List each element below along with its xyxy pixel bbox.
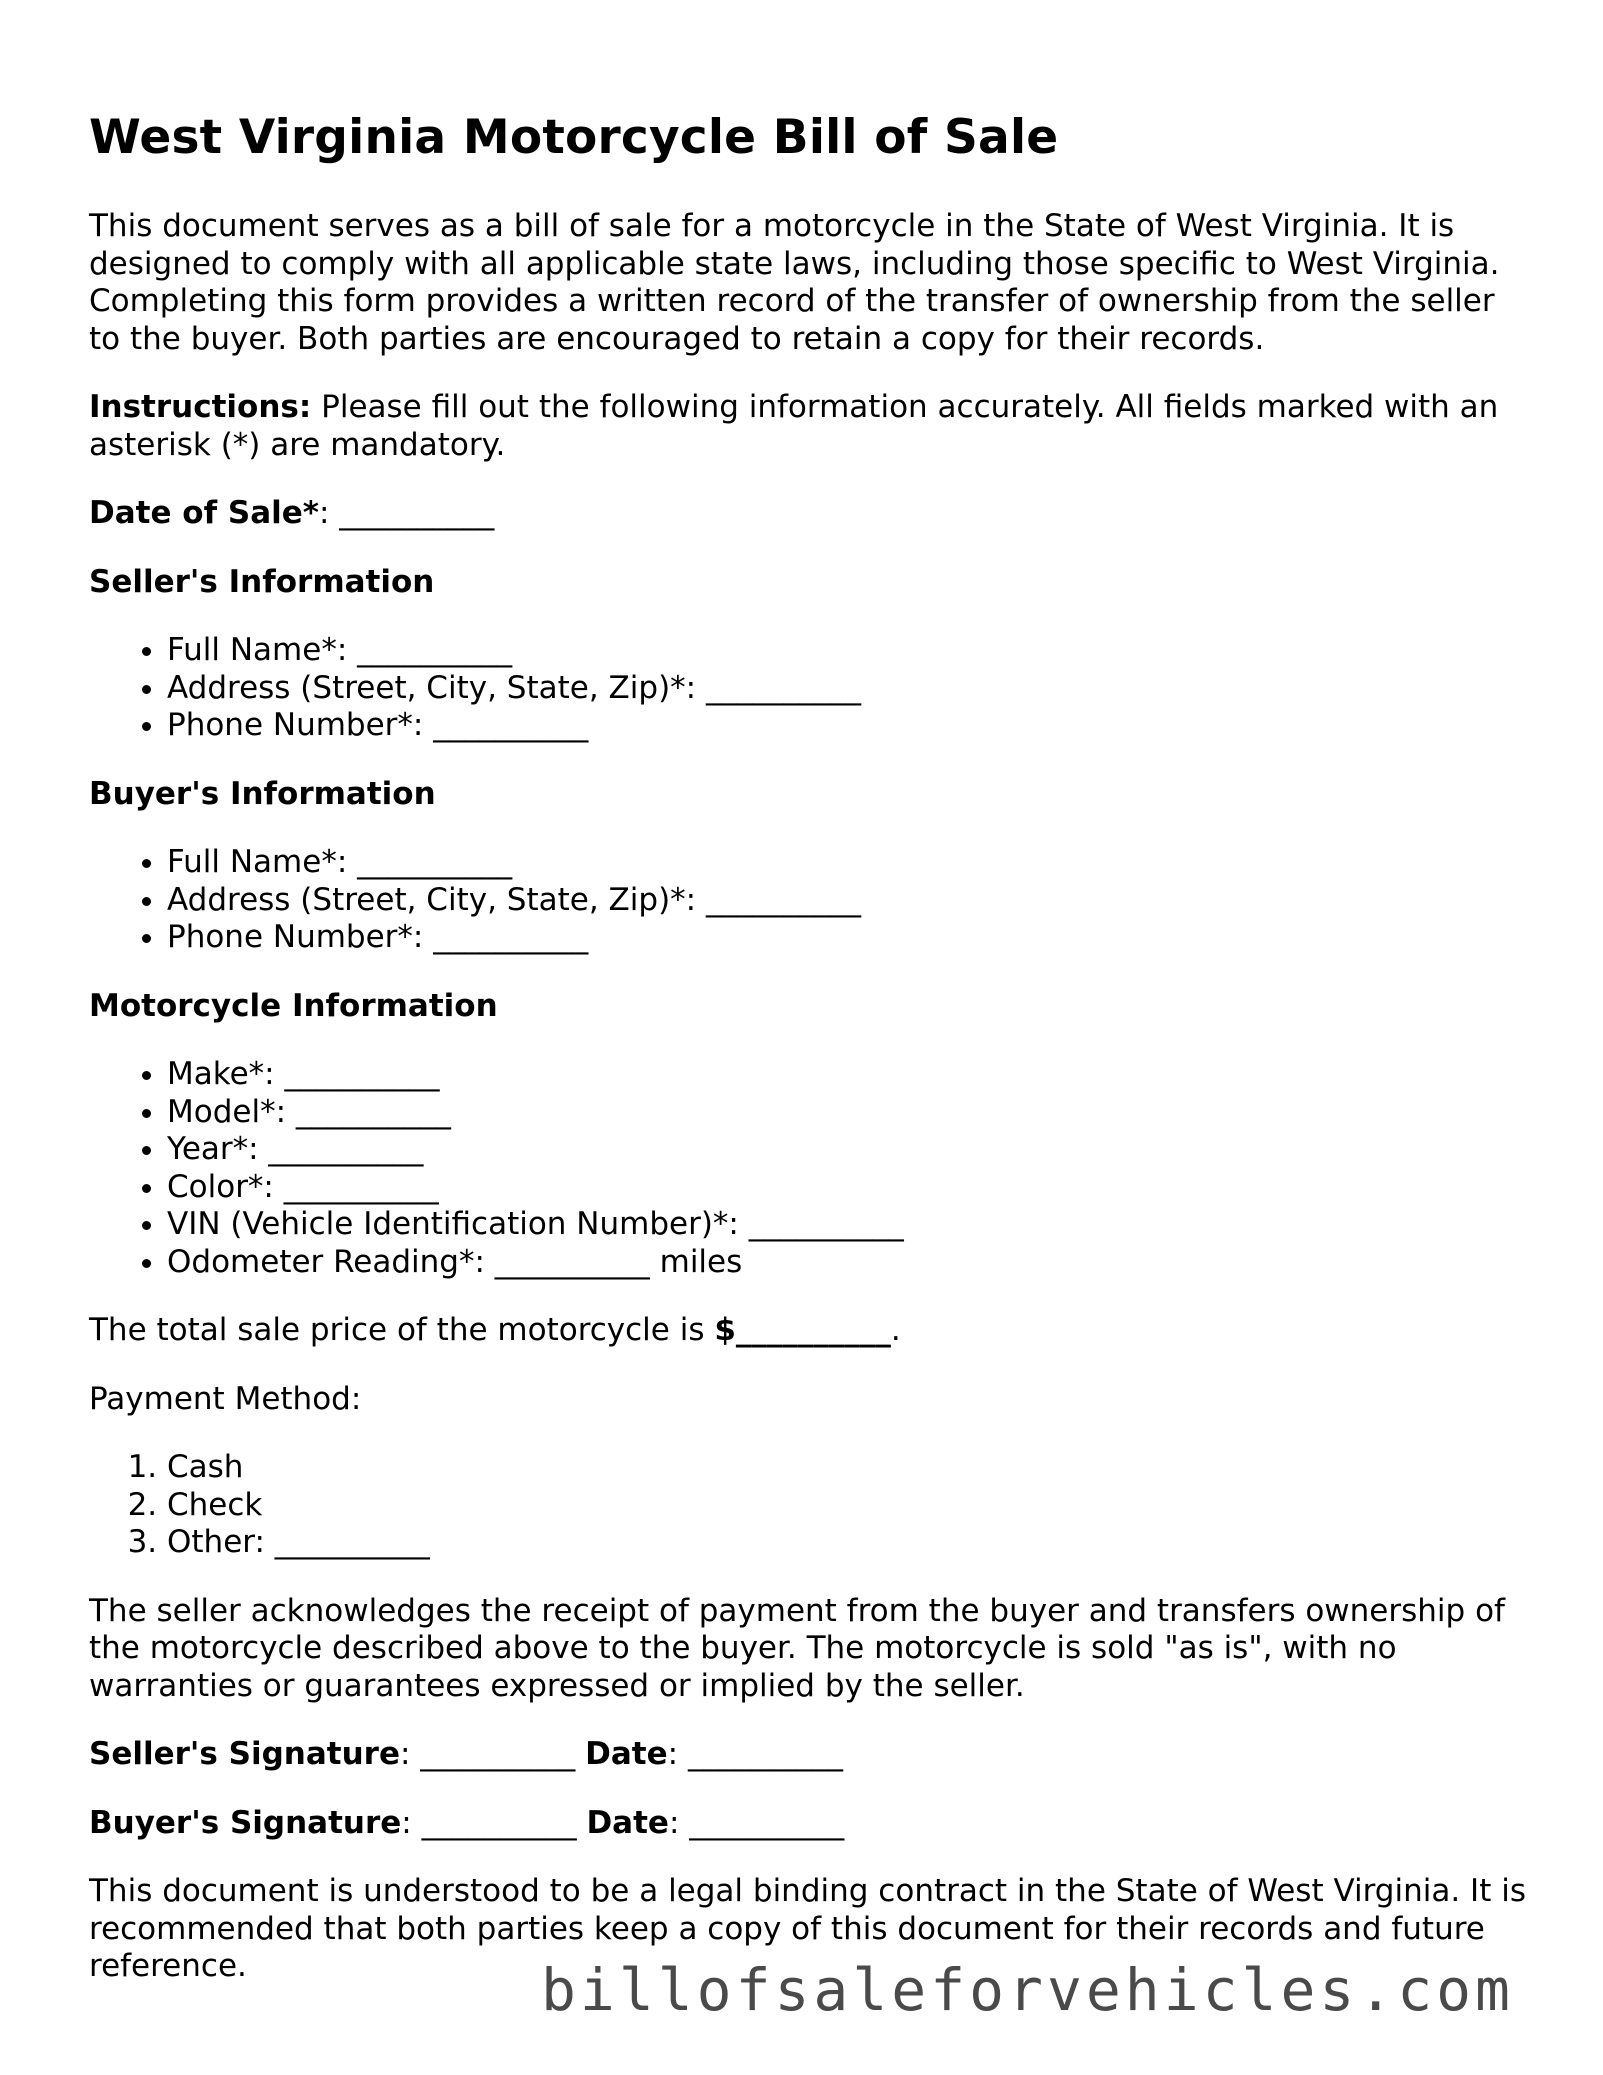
seller-full-name-field: • Full Name*: __________ <box>167 632 1529 670</box>
buyer-date-field: : __________ <box>668 1804 845 1841</box>
model-field: • Model*: __________ <box>167 1094 1529 1132</box>
seller-info-list <box>89 632 1529 745</box>
instructions-paragraph <box>89 389 1529 464</box>
document-page <box>89 108 1529 2017</box>
color-field: • Color*: __________ <box>167 1169 1529 1207</box>
seller-phone-field: • Phone Number*: __________ <box>167 707 1529 745</box>
buyer-info-heading: Buyer's Information <box>89 775 436 812</box>
payment-option-other: 3. Other: __________ <box>167 1524 1529 1562</box>
buyer-signature-label: Buyer's Signature <box>89 1804 402 1841</box>
seller-signature-label: Seller's Signature <box>89 1736 400 1772</box>
seller-signature-line <box>89 1736 1529 1774</box>
instructions-label: Instructions: <box>89 389 312 425</box>
instructions-text: Please fill out the following information accurately. All fields marked with an asterisk (*) are mandatory. <box>89 389 1499 463</box>
buyer-info-list <box>89 844 1529 957</box>
odometer-field: • Odometer Reading*: __________ miles <box>167 1244 1529 1282</box>
buyer-signature-field: : __________ <box>401 1804 587 1841</box>
seller-signature-field: : __________ <box>399 1736 586 1772</box>
seller-date-field: : __________ <box>667 1736 843 1772</box>
payment-method-list <box>89 1449 1529 1562</box>
seller-info-heading: Seller's Information <box>89 563 435 600</box>
seller-date-label: Date <box>585 1736 668 1772</box>
sale-price-line <box>89 1312 1529 1350</box>
acknowledgement-paragraph: The seller acknowledges the receipt of payment from the buyer and transfers ownership of the motorcycle described above to the buyer. The motorcycle is sold "as is", with no warranties or guarantees expressed or implied by the seller. <box>89 1592 1505 1704</box>
buyer-full-name-field: • Full Name*: __________ <box>167 844 1529 882</box>
payment-option-cash: 1. Cash <box>167 1449 1529 1487</box>
date-of-sale-field: : __________ <box>318 495 495 531</box>
sale-price-field: $__________ <box>714 1312 891 1348</box>
page-title: West Virginia Motorcycle Bill of Sale <box>89 110 1059 165</box>
year-field: • Year*: __________ <box>167 1131 1529 1169</box>
buyer-phone-field: • Phone Number*: __________ <box>167 919 1529 957</box>
make-field: • Make*: __________ <box>167 1056 1529 1094</box>
motorcycle-info-list <box>89 1056 1529 1281</box>
intro-paragraph: This document serves as a bill of sale for a motorcycle in the State of West Virginia. It is designed to comply with all applicable state laws, including those specific to West Virginia. Completing this form provides a written record of the transfer of ownership from the seller to the buyer. Both parties are encouraged to retain a copy for their records. <box>89 208 1500 357</box>
date-of-sale-line <box>89 495 1529 533</box>
buyer-signature-line <box>89 1805 1529 1843</box>
closing-paragraph: This document is understood to be a legal binding contract in the State of West Virginia. It is recommended that both parties keep a copy of this document for their records and future reference. <box>89 1873 1526 1984</box>
sale-price-text: The total sale price of the motorcycle is <box>89 1312 715 1348</box>
payment-option-check: 2. Check <box>167 1487 1529 1525</box>
date-of-sale-label: Date of Sale* <box>89 495 319 531</box>
motorcycle-info-heading: Motorcycle Information <box>89 987 498 1024</box>
payment-method-label: Payment Method: <box>89 1380 362 1417</box>
seller-address-field: • Address (Street, City, State, Zip)*: __________ <box>167 670 1529 708</box>
vin-field: • VIN (Vehicle Identification Number)*: __________ <box>167 1206 1529 1244</box>
watermark: billofsaleforvehicles.com <box>541 1956 1514 2024</box>
sale-price-period: . <box>890 1312 901 1348</box>
buyer-date-label: Date <box>586 1804 669 1841</box>
buyer-address-field: • Address (Street, City, State, Zip)*: __________ <box>167 882 1529 920</box>
